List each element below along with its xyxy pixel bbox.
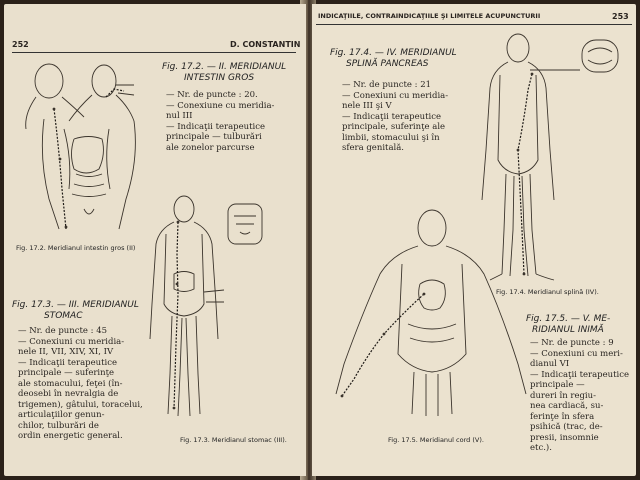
fig-17-3-line: — Indicaţii terapeutice [18, 357, 118, 368]
fig-17-5-line: — Nr. de puncte : 9 [530, 338, 614, 348]
fig-17-3-title-line2: STOMAC [44, 311, 83, 321]
fig-17-2-line: ale zonelor parcurse [166, 142, 255, 153]
fig-17-3-line: articulaţiilor genun- [18, 410, 105, 420]
fig-17-3-line: — Nr. de puncte : 45 [18, 326, 108, 336]
fig-17-5-line: dureri în regiu- [530, 390, 596, 401]
fig-17-3-line: chilor, tulburări de [18, 420, 99, 431]
fig-17-2-line: — Indicaţii terapeutice [166, 121, 266, 132]
fig-17-5-title [526, 314, 610, 336]
fig-17-4-description [342, 80, 482, 154]
fig-17-2-caption: Fig. 17.2. Meridianul intestin gros (II) [16, 244, 136, 252]
fig-17-5-line: — Conexiuni cu meri- [530, 348, 623, 359]
fig-17-3-line: ordin energetic general. [18, 431, 123, 441]
fig-17-5-line: principale — [530, 380, 585, 390]
fig-17-2-line: principale — tulburări [166, 132, 262, 142]
fig-17-5-line: etc.). [530, 443, 552, 453]
fig-17-3-title-line1: Fig. 17.3. — III. MERIDIANUL [12, 300, 139, 310]
fig-17-4-line: nele III şi V [342, 101, 392, 111]
fig-17-4-line: — Conexiuni cu meridia- [342, 90, 449, 101]
fig-17-3-line: — Conexiuni cu meridia- [18, 336, 125, 347]
fig-17-3-line: principale — suferinţe [18, 368, 115, 378]
fig-17-5-line: psihică (trac, de- [530, 422, 603, 432]
fig-17-5-caption: Fig. 17.5. Meridianul cord (V). [388, 436, 484, 444]
fig-17-2-title [162, 62, 286, 84]
fig-17-5-line: ferinţe în sfera [530, 411, 595, 422]
fig-17-5-title-line1: Fig. 17.5. — V. ME- [526, 314, 611, 324]
left-running-head: D. CONSTANTIN [230, 40, 301, 49]
fig-17-4-line: sfera genitală. [342, 143, 405, 153]
left-page [4, 4, 306, 476]
fig-17-5-description [530, 338, 634, 454]
fig-17-4-line: — Indicaţii terapeutice [342, 111, 442, 122]
fig-17-5-title-line2: RIDIANUL INIMĂ [532, 325, 604, 335]
figure-17-5-illustration [332, 204, 532, 432]
fig-17-3-description [18, 326, 158, 442]
right-header-rule [316, 24, 632, 25]
fig-17-3-title [12, 300, 139, 322]
fig-17-4-line: — Nr. de puncte : 21 [342, 80, 432, 90]
fig-17-3-line: nele II, VII, XIV, XI, IV [18, 347, 114, 357]
fig-17-4-title [330, 48, 457, 70]
fig-17-2-title-line1: Fig. 17.2. — II. MERIDIANUL [162, 62, 287, 72]
left-header-rule [12, 52, 296, 53]
figure-17-3-illustration [144, 194, 274, 424]
fig-17-4-caption: Fig. 17.4. Meridianul splină (IV). [496, 288, 599, 296]
fig-17-3-line: deosebi în nevralgia de [18, 389, 119, 399]
right-page-number: 253 [612, 12, 629, 21]
fig-17-5-line: presii, insomnie [530, 432, 599, 443]
fig-17-2-line: nul III [166, 111, 193, 121]
right-running-head: INDICAŢIILE, CONTRAINDICAŢIILE ŞI LIMITELE ACUPUNCTURII [318, 12, 541, 20]
fig-17-2-line: — Conexiune cu meridia- [166, 100, 275, 111]
fig-17-4-title-line2: SPLINĂ PANCREAS [346, 59, 429, 69]
fig-17-3-line: trigemen), gâtului, toracelui, [18, 399, 143, 410]
fig-17-3-line: ale stomacului, feţei (în- [18, 378, 123, 389]
fig-17-4-title-line1: Fig. 17.4. — IV. MERIDIANUL [330, 48, 457, 58]
fig-17-2-description [166, 90, 298, 153]
fig-17-3-caption: Fig. 17.3. Meridianul stomac (III). [180, 436, 287, 444]
fig-17-5-line: — Indicaţii terapeutice [530, 369, 630, 380]
right-page [312, 4, 636, 476]
fig-17-5-line: nea cardiacă, su- [530, 401, 604, 411]
fig-17-5-line: dianul VI [530, 359, 570, 369]
fig-17-2-title-line2: INTESTIN GROS [184, 73, 255, 83]
fig-17-4-line: limbii, stomacului şi în [342, 132, 440, 143]
fig-17-2-line: — Nr. de puncte : 20. [166, 90, 258, 100]
left-page-number: 252 [12, 40, 29, 49]
fig-17-4-line: principale, suferinţe ale [342, 122, 446, 132]
